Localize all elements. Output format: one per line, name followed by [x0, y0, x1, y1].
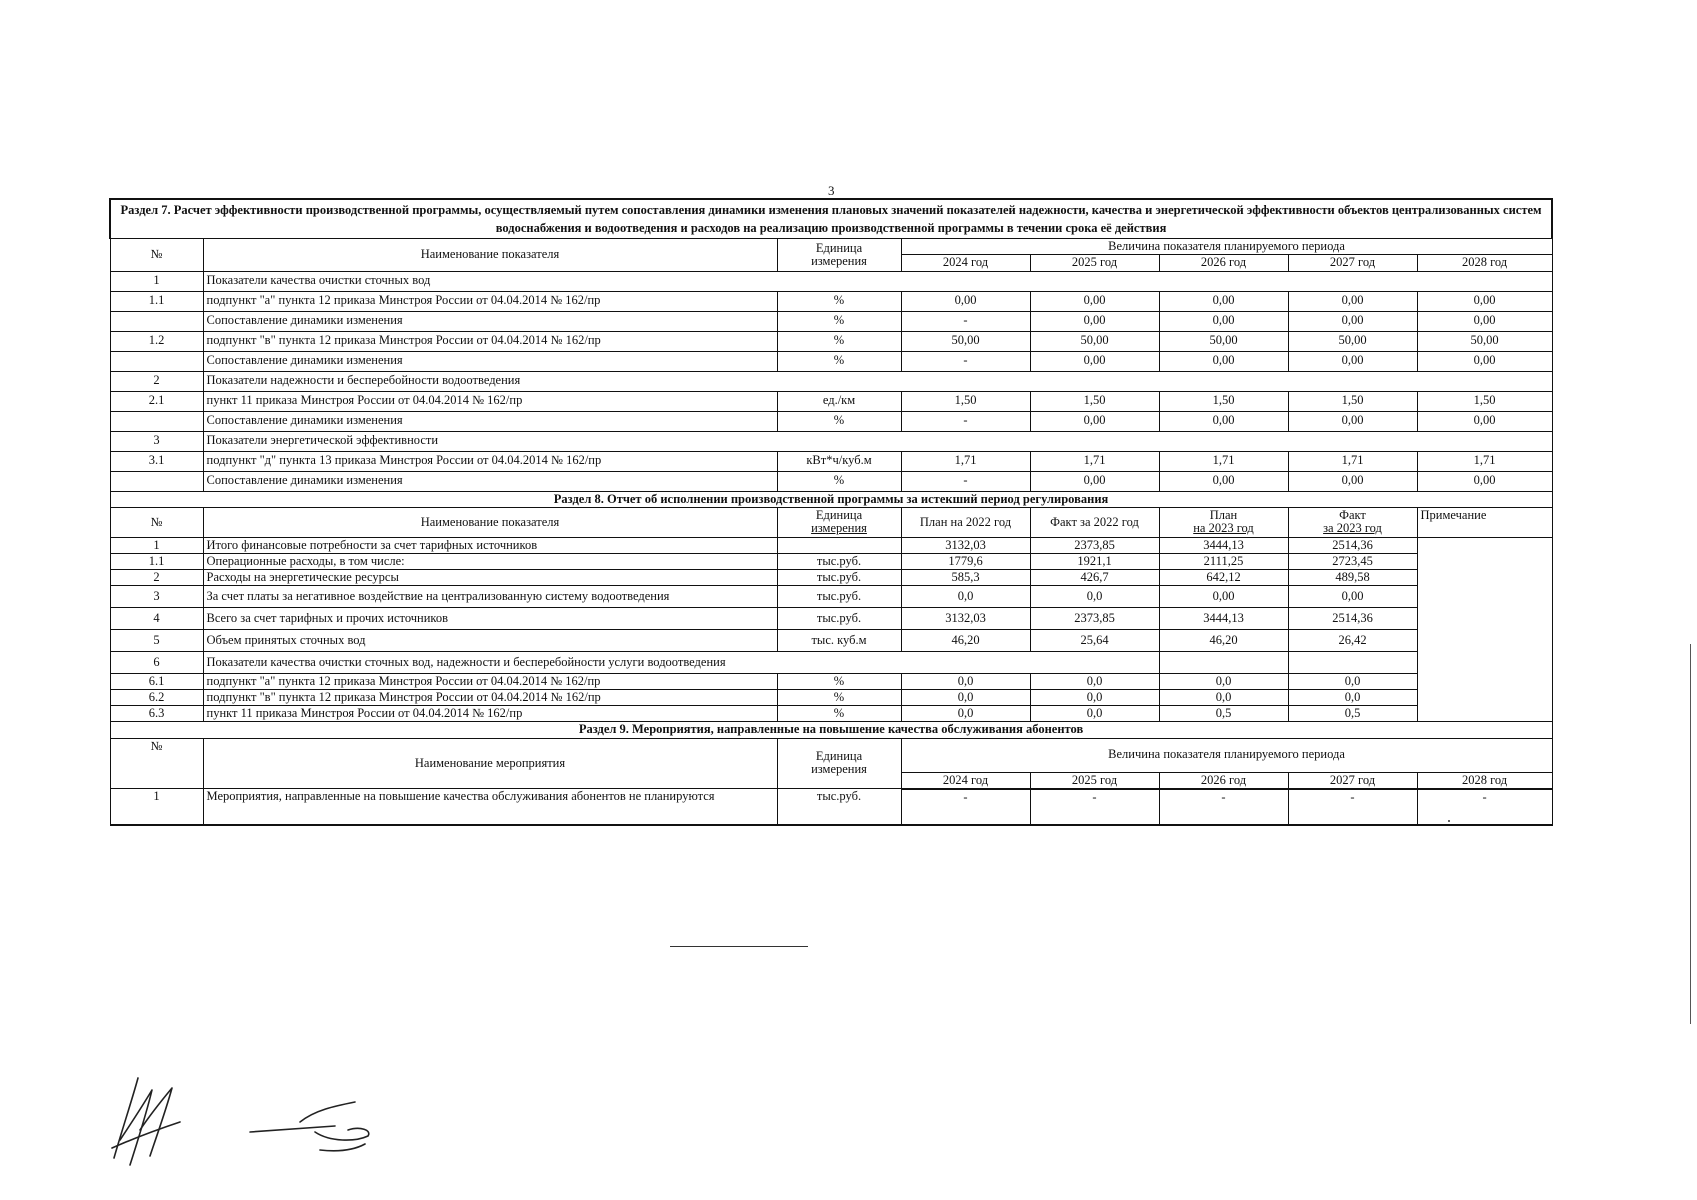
- s8-header-unit: Единица измерения: [777, 507, 901, 537]
- row-num: 1: [110, 271, 203, 291]
- row-unit: %: [777, 331, 901, 351]
- row-value: 0,00: [1417, 351, 1552, 371]
- empty-cell: [1288, 652, 1417, 674]
- row-unit: %: [777, 291, 901, 311]
- row-value: -: [901, 471, 1030, 491]
- empty-cell: [1159, 652, 1288, 674]
- row-num: 2: [110, 371, 203, 391]
- s8-header-num: №: [110, 507, 203, 537]
- row-num: 1.1: [110, 553, 203, 569]
- s7-header-unit: Единица измерения: [777, 239, 901, 271]
- table-row: [110, 371, 1552, 391]
- row-value: -: [1159, 789, 1288, 825]
- row-value: -: [901, 311, 1030, 331]
- row-value: 3132,03: [901, 537, 1030, 553]
- row-value: 0,0: [1030, 690, 1159, 706]
- row-unit: тыс. куб.м: [777, 630, 901, 652]
- table-row: [110, 471, 1552, 491]
- row-value: 1921,1: [1030, 553, 1159, 569]
- row-unit: тыс.руб.: [777, 553, 901, 569]
- row-value: 0,00: [1030, 351, 1159, 371]
- row-value: 1,71: [1159, 451, 1288, 471]
- table-row: [110, 706, 1552, 722]
- row-num: [110, 471, 203, 491]
- row-num: 6.3: [110, 706, 203, 722]
- row-value: 50,00: [1417, 331, 1552, 351]
- table-row: [110, 553, 1552, 569]
- s7-header-name: Наименование показателя: [203, 239, 777, 271]
- row-value: -: [901, 411, 1030, 431]
- row-num: 2: [110, 569, 203, 585]
- section7-title: Раздел 7. Расчет эффективности производственной программы, осуществляемый путем сопоставления динамики изменения плановых значений показателей надежности, качества и энергетической эффективности объектов централизованных систем водоснабжения и водоотведения и расходов на реализацию производственной программы в течении срока её действия: [110, 199, 1552, 239]
- s9-header-num: №: [110, 738, 203, 789]
- row-num: 1: [110, 789, 203, 825]
- row-value: 0,00: [1417, 311, 1552, 331]
- row-name: подпункт "а" пункта 12 приказа Минстроя России от 04.04.2014 № 162/пр: [203, 291, 777, 311]
- row-value: 0,00: [1159, 471, 1288, 491]
- row-value: 0,00: [1030, 311, 1159, 331]
- separator-rule: [670, 946, 808, 947]
- row-value: 50,00: [1030, 331, 1159, 351]
- row-value: 0,0: [1159, 674, 1288, 690]
- row-value: 1,50: [1288, 391, 1417, 411]
- s9-header-unit: Единица измерения: [777, 738, 901, 789]
- row-value: 0,00: [1030, 411, 1159, 431]
- row-value: 0,00: [901, 291, 1030, 311]
- row-unit: тыс.руб.: [777, 586, 901, 608]
- row-value: 50,00: [901, 331, 1030, 351]
- row-value: 0,0: [1030, 586, 1159, 608]
- row-value: 0,00: [1030, 471, 1159, 491]
- row-value: 0,00: [1288, 586, 1417, 608]
- row-unit: %: [777, 706, 901, 722]
- row-value: 0,0: [901, 706, 1030, 722]
- row-value: 0,00: [1288, 351, 1417, 371]
- table-row: [110, 311, 1552, 331]
- row-value: 1,71: [1030, 451, 1159, 471]
- row-value: 0,0: [1159, 690, 1288, 706]
- row-unit: %: [777, 471, 901, 491]
- row-value: 3444,13: [1159, 537, 1288, 553]
- table-row: [110, 652, 1552, 674]
- row-value: 1,50: [901, 391, 1030, 411]
- row-value: 0,00: [1159, 291, 1288, 311]
- row-value: 26,42: [1288, 630, 1417, 652]
- year-header: 2027 год: [1288, 772, 1417, 789]
- row-value: 0,00: [1417, 411, 1552, 431]
- row-unit: кВт*ч/куб.м: [777, 451, 901, 471]
- table-row: [110, 630, 1552, 652]
- row-name: Сопоставление динамики изменения: [203, 411, 777, 431]
- table-row: [110, 674, 1552, 690]
- row-value: 0,00: [1288, 291, 1417, 311]
- table-row: [110, 451, 1552, 471]
- row-name: Сопоставление динамики изменения: [203, 471, 777, 491]
- row-name: Итого финансовые потребности за счет тарифных источников: [203, 537, 777, 553]
- row-value: 489,58: [1288, 569, 1417, 585]
- row-value: 0,5: [1288, 706, 1417, 722]
- row-value: 3444,13: [1159, 608, 1288, 630]
- row-value: 50,00: [1159, 331, 1288, 351]
- row-num: 1.2: [110, 331, 203, 351]
- row-unit: [777, 537, 901, 553]
- year-header: 2028 год: [1417, 255, 1552, 271]
- row-value: 585,3: [901, 569, 1030, 585]
- row-value: 642,12: [1159, 569, 1288, 585]
- signature-image: [110, 1070, 410, 1180]
- table-row: [110, 291, 1552, 311]
- s9-header-period: Величина показателя планируемого периода: [901, 738, 1552, 772]
- row-num: 1.1: [110, 291, 203, 311]
- s7-header-period: Величина показателя планируемого периода: [901, 239, 1552, 255]
- table-row: [110, 690, 1552, 706]
- s7-header-num: №: [110, 239, 203, 271]
- row-value: 1,50: [1030, 391, 1159, 411]
- year-header: 2025 год: [1030, 772, 1159, 789]
- row-unit: %: [777, 690, 901, 706]
- table-row: [110, 608, 1552, 630]
- row-value: 0,0: [901, 586, 1030, 608]
- row-name: Всего за счет тарифных и прочих источников: [203, 608, 777, 630]
- row-num: 4: [110, 608, 203, 630]
- year-header: 2025 год: [1030, 255, 1159, 271]
- row-unit: %: [777, 351, 901, 371]
- row-value: 1,71: [1417, 451, 1552, 471]
- row-value: 0,00: [1417, 291, 1552, 311]
- row-value: 0,00: [1030, 291, 1159, 311]
- row-num: 3: [110, 431, 203, 451]
- row-value: 1779,6: [901, 553, 1030, 569]
- row-num: 1: [110, 537, 203, 553]
- row-value: -: [901, 789, 1030, 825]
- table-row: [110, 431, 1552, 451]
- table-row: [110, 569, 1552, 585]
- row-name: пункт 11 приказа Минстроя России от 04.04.2014 № 162/пр: [203, 391, 777, 411]
- row-value: -: [1417, 789, 1552, 825]
- row-num: 6.1: [110, 674, 203, 690]
- row-num: [110, 311, 203, 331]
- s8-header-plan-2022: План на 2022 год: [901, 507, 1030, 537]
- row-name: Объем принятых сточных вод: [203, 630, 777, 652]
- row-value: 0,00: [1417, 471, 1552, 491]
- year-header: 2024 год: [901, 772, 1030, 789]
- row-name: Расходы на энергетические ресурсы: [203, 569, 777, 585]
- row-num: [110, 351, 203, 371]
- section9-title: Раздел 9. Мероприятия, направленные на повышение качества обслуживания абонентов: [110, 722, 1552, 738]
- row-value: 2373,85: [1030, 608, 1159, 630]
- row-name: Мероприятия, направленные на повышение качества обслуживания абонентов не планируются: [203, 789, 777, 825]
- row-name: Сопоставление динамики изменения: [203, 351, 777, 371]
- row-name: подпункт "а" пункта 12 приказа Минстроя России от 04.04.2014 № 162/пр: [203, 674, 777, 690]
- row-value: 0,00: [1159, 586, 1288, 608]
- row-value: 1,50: [1417, 391, 1552, 411]
- scan-dot: [1448, 820, 1450, 822]
- row-group-name: Показатели качества очистки сточных вод, надежности и бесперебойности услуги водоотведения: [203, 652, 1159, 674]
- row-value: 2111,25: [1159, 553, 1288, 569]
- row-group-name: Показатели энергетической эффективности: [203, 431, 1552, 451]
- s8-header-fact-2023: Факт за 2023 год: [1288, 507, 1417, 537]
- row-value: 2514,36: [1288, 608, 1417, 630]
- table-row: [110, 351, 1552, 371]
- s8-header-name: Наименование показателя: [203, 507, 777, 537]
- s8-header-note: Примечание: [1417, 507, 1552, 537]
- row-value: 25,64: [1030, 630, 1159, 652]
- year-header: 2024 год: [901, 255, 1030, 271]
- row-value: 1,71: [1288, 451, 1417, 471]
- row-value: 0,0: [1288, 690, 1417, 706]
- row-num: [110, 411, 203, 431]
- row-name: пункт 11 приказа Минстроя России от 04.04.2014 № 162/пр: [203, 706, 777, 722]
- page-number: 3: [828, 183, 835, 198]
- row-num: 3: [110, 586, 203, 608]
- section8-title: Раздел 8. Отчет об исполнении производственной программы за истекший период регулирования: [110, 491, 1552, 507]
- row-name: подпункт "в" пункта 12 приказа Минстроя России от 04.04.2014 № 162/пр: [203, 690, 777, 706]
- row-value: 0,00: [1159, 311, 1288, 331]
- row-value: 3132,03: [901, 608, 1030, 630]
- row-value: 0,0: [1030, 706, 1159, 722]
- table-row: [110, 586, 1552, 608]
- row-name: подпункт "д" пункта 13 приказа Минстроя России от 04.04.2014 № 162/пр: [203, 451, 777, 471]
- table-row: [110, 271, 1552, 291]
- s8-header-plan-2023: План на 2023 год: [1159, 507, 1288, 537]
- row-num: 2.1: [110, 391, 203, 411]
- row-value: 0,0: [1288, 674, 1417, 690]
- row-name: Операционные расходы, в том числе:: [203, 553, 777, 569]
- row-value: 0,00: [1288, 411, 1417, 431]
- row-unit: %: [777, 411, 901, 431]
- row-num: 5: [110, 630, 203, 652]
- row-value: 0,0: [1030, 674, 1159, 690]
- row-value: -: [1030, 789, 1159, 825]
- row-name: Сопоставление динамики изменения: [203, 311, 777, 331]
- row-value: -: [901, 351, 1030, 371]
- row-unit: ед./км: [777, 391, 901, 411]
- table-row: [110, 331, 1552, 351]
- table-row: [110, 391, 1552, 411]
- row-unit: %: [777, 311, 901, 331]
- row-group-name: Показатели качества очистки сточных вод: [203, 271, 1552, 291]
- row-value: 0,5: [1159, 706, 1288, 722]
- row-value: 0,00: [1159, 351, 1288, 371]
- row-value: 426,7: [1030, 569, 1159, 585]
- row-value: 0,0: [901, 674, 1030, 690]
- row-value: 1,50: [1159, 391, 1288, 411]
- row-value: 46,20: [1159, 630, 1288, 652]
- s9-header-name: Наименование мероприятия: [203, 738, 777, 789]
- table-row: [110, 789, 1552, 825]
- row-value: 2723,45: [1288, 553, 1417, 569]
- table-row: [110, 537, 1552, 553]
- row-value: 2373,85: [1030, 537, 1159, 553]
- row-value: 0,00: [1288, 471, 1417, 491]
- row-group-name: Показатели надежности и бесперебойности водоотведения: [203, 371, 1552, 391]
- row-num: 6.2: [110, 690, 203, 706]
- row-value: 46,20: [901, 630, 1030, 652]
- table-row: [110, 411, 1552, 431]
- row-unit: тыс.руб.: [777, 608, 901, 630]
- year-header: 2026 год: [1159, 255, 1288, 271]
- report-table: [109, 198, 1553, 826]
- row-num: 6: [110, 652, 203, 674]
- note-cell: [1417, 537, 1552, 722]
- year-header: 2026 год: [1159, 772, 1288, 789]
- row-value: 2514,36: [1288, 537, 1417, 553]
- s8-header-fact-2022: Факт за 2022 год: [1030, 507, 1159, 537]
- row-num: 3.1: [110, 451, 203, 471]
- row-value: 0,00: [1288, 311, 1417, 331]
- row-name: подпункт "в" пункта 12 приказа Минстроя России от 04.04.2014 № 162/пр: [203, 331, 777, 351]
- scan-edge-line: [1690, 644, 1691, 1024]
- row-unit: тыс.руб.: [777, 789, 901, 825]
- row-unit: %: [777, 674, 901, 690]
- row-value: 0,00: [1159, 411, 1288, 431]
- year-header: 2027 год: [1288, 255, 1417, 271]
- year-header: 2028 год: [1417, 772, 1552, 789]
- row-value: 0,0: [901, 690, 1030, 706]
- row-value: 1,71: [901, 451, 1030, 471]
- row-name: За счет платы за негативное воздействие на централизованную систему водоотведения: [203, 586, 777, 608]
- row-unit: тыс.руб.: [777, 569, 901, 585]
- row-value: -: [1288, 789, 1417, 825]
- row-value: 50,00: [1288, 331, 1417, 351]
